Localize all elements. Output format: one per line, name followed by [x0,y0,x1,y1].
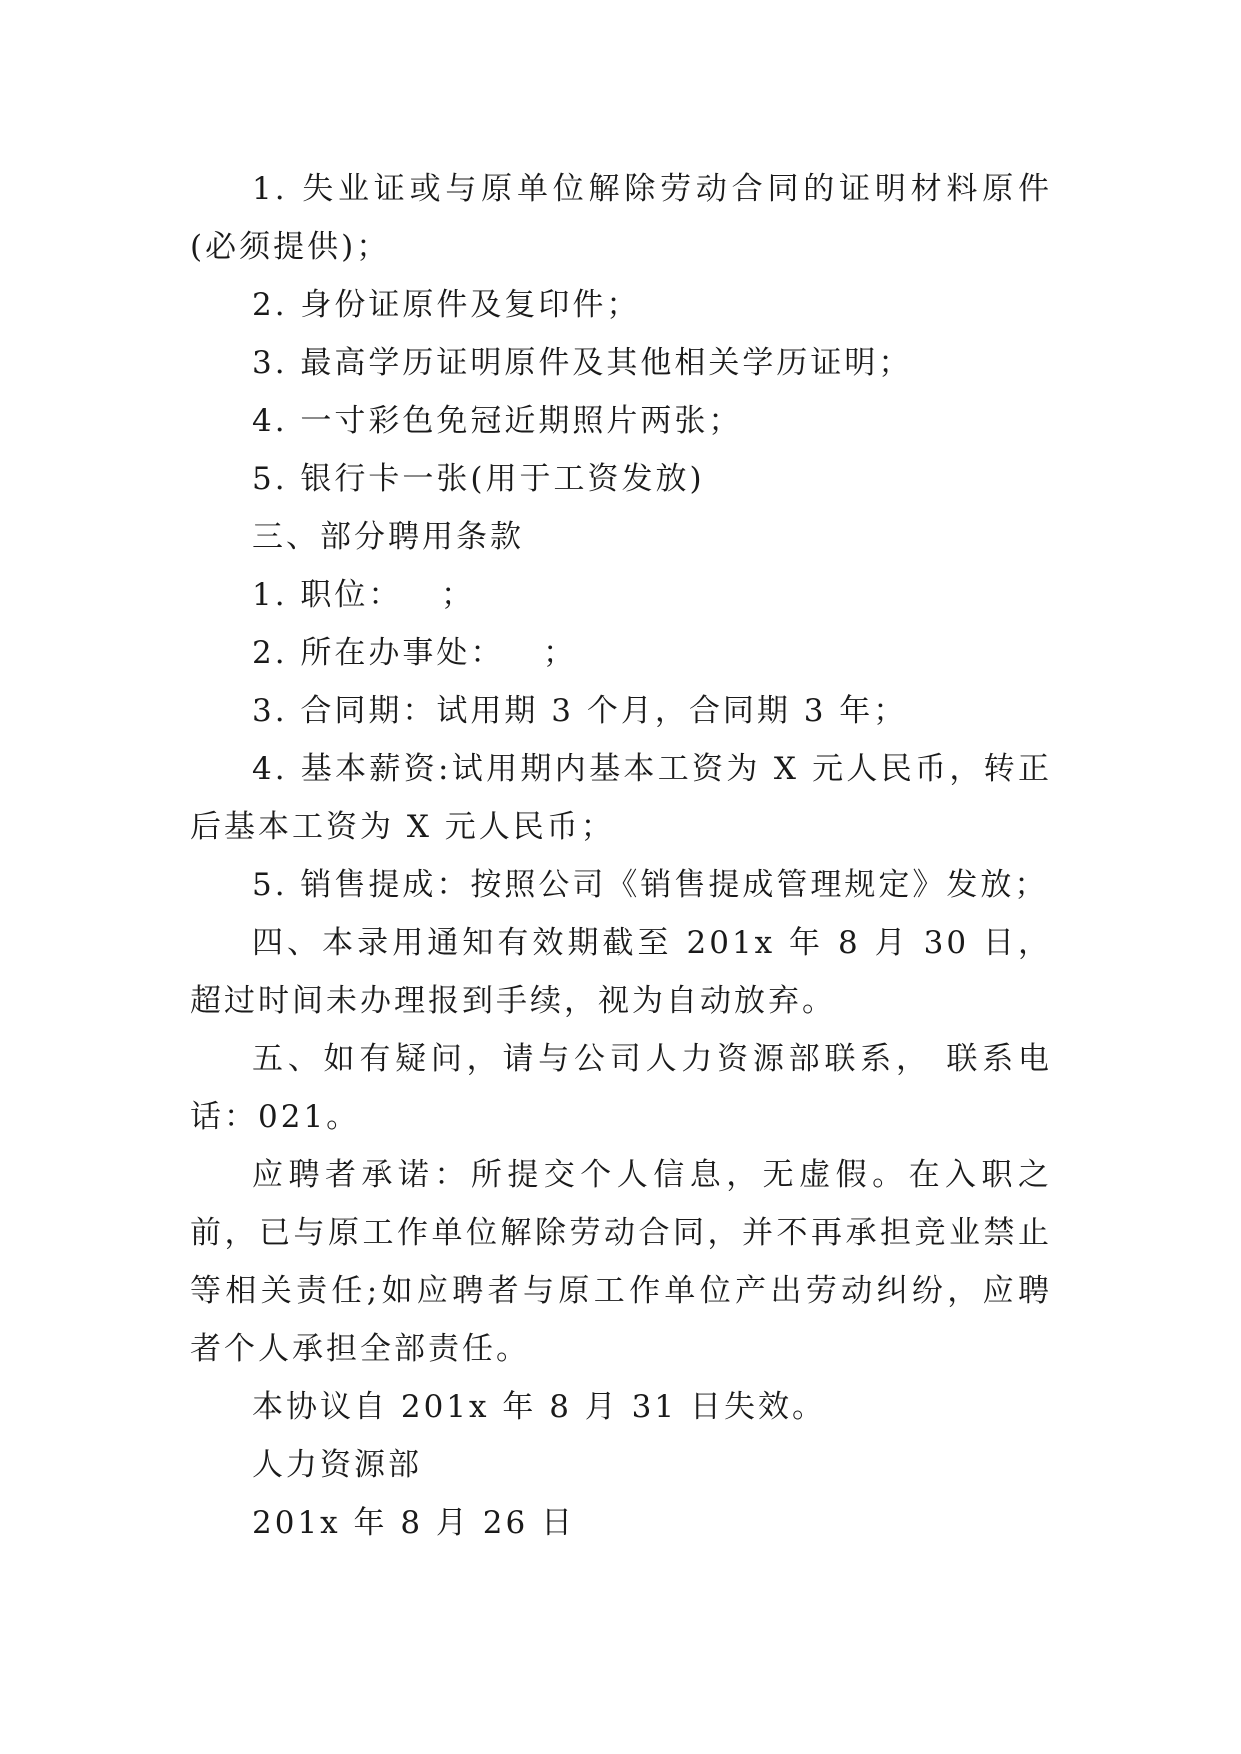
agreement-expiry: 本协议自 201x 年 8 月 31 日失效。 [252,1389,826,1425]
section-heading-employment-terms: 三、部分聘用条款 [252,519,524,555]
document-body [190,160,1052,1552]
term-position: 1. 职位： ； [252,577,475,613]
term-basic-salary: 4. 基本薪资:试用期内基本工资为 X 元人民币，转正后基本工资为 X 元人民币； [190,751,1052,845]
signature-date: 201x 年 8 月 26 日 [252,1505,576,1541]
list-item-unemployment-certificate: 1. 失业证或与原单位解除劳动合同的证明材料原件(必须提供)； [190,171,1052,265]
list-item-bank-card: 5. 银行卡一张(用于工资发放) [252,461,705,497]
section-validity-period: 四、本录用通知有效期截至 201x 年 8 月 30 日，超过时间未办理报到手续，视为自动放弃。 [190,925,1052,1019]
signature-department: 人力资源部 [252,1447,422,1483]
list-item-id-card: 2. 身份证原件及复印件； [252,287,641,323]
list-item-photos: 4. 一寸彩色免冠近期照片两张； [252,403,743,439]
term-sales-commission: 5. 销售提成：按照公司《销售提成管理规定》发放； [252,867,1049,903]
section-contact-info: 五、如有疑问，请与公司人力资源部联系， 联系电话：021。 [190,1041,1052,1135]
term-office: 2. 所在办事处： ； [252,635,577,671]
list-item-education-certificate: 3. 最高学历证明原件及其他相关学历证明； [252,345,913,381]
applicant-commitment: 应聘者承诺：所提交个人信息，无虚假。在入职之前，已与原工作单位解除劳动合同，并不再承担竞业禁止等相关责任;如应聘者与原工作单位产出劳动纠纷，应聘者个人承担全部责任。 [190,1157,1052,1367]
term-contract-period: 3. 合同期：试用期 3 个月，合同期 3 年； [252,693,908,729]
